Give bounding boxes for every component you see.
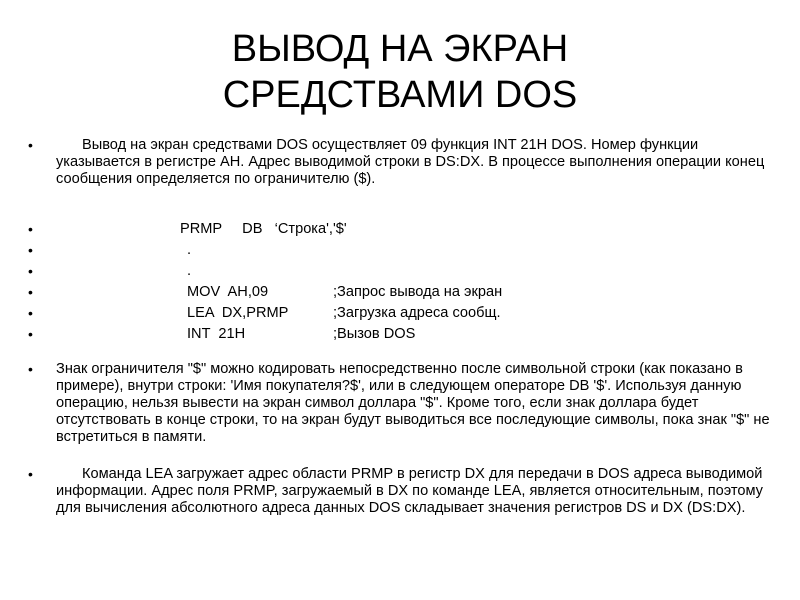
bullet-marker: • xyxy=(28,326,33,342)
paragraph-lea: Команда LEA загружает адрес области PRMP в регистр DX для передачи в DOS адреса выводимой информации. Адрес поля PRMP, загружаемый в DX по команде LEA, является относительным, поэтому для вычисления абсолютного адреса данных DOS складывает значения регистров DS и DX (DS:DX). xyxy=(56,466,763,516)
bullet-marker: • xyxy=(28,305,33,321)
bullet-marker: • xyxy=(28,263,33,279)
code-comment-int: ;Вызов DOS xyxy=(333,326,416,342)
bullet-marker: • xyxy=(28,242,33,258)
code-comment-mov: ;Запрос вывода на экран xyxy=(333,284,503,300)
bullet-marker: • xyxy=(28,284,33,300)
slide-title xyxy=(0,26,800,118)
paragraph-delimiter: Знак ограничителя "$" можно кодировать непосредственно после символьной строки (как показано в примере), внутри строки: 'Имя покупателя?$', или в следующем операторе DB '$'. Используя данную операцию, нельзя вывести на экран символ доллара "$". Кроме того, если знак доллара будет отсутствовать в конце строки, то на экран будут выводиться все последующие символы, пока знак "$" не встретиться в памяти. xyxy=(56,361,770,445)
code-ellipsis-dot: . xyxy=(187,242,192,258)
bullet-marker: • xyxy=(28,361,33,377)
bullet-marker: • xyxy=(28,137,33,153)
code-instruction-lea: LEA DX,PRMP xyxy=(187,305,289,321)
title-line-2: СРЕДСТВАМИ DOS xyxy=(222,74,578,116)
bullet-marker: • xyxy=(28,221,33,237)
code-instruction-mov: MOV AH,09 xyxy=(187,284,269,300)
paragraph-intro: Вывод на экран средствами DOS осуществляет 09 функция INT 21H DOS. Номер функции указывается в регистре АН. Адрес выводимой строки в DS:DX. В процессе выполнения операции конец сообщения определяется по ограничителю ($). xyxy=(56,137,765,187)
code-line-data-definition: PRMP DB ‘Строка','$' xyxy=(180,221,347,237)
title-line-1: ВЫВОД НА ЭКРАН xyxy=(231,28,569,70)
code-instruction-int: INT 21H xyxy=(187,326,246,342)
code-comment-lea: ;Загрузка адреса сообщ. xyxy=(333,305,501,321)
bullet-marker: • xyxy=(28,466,33,482)
code-ellipsis-dot: . xyxy=(187,263,192,279)
